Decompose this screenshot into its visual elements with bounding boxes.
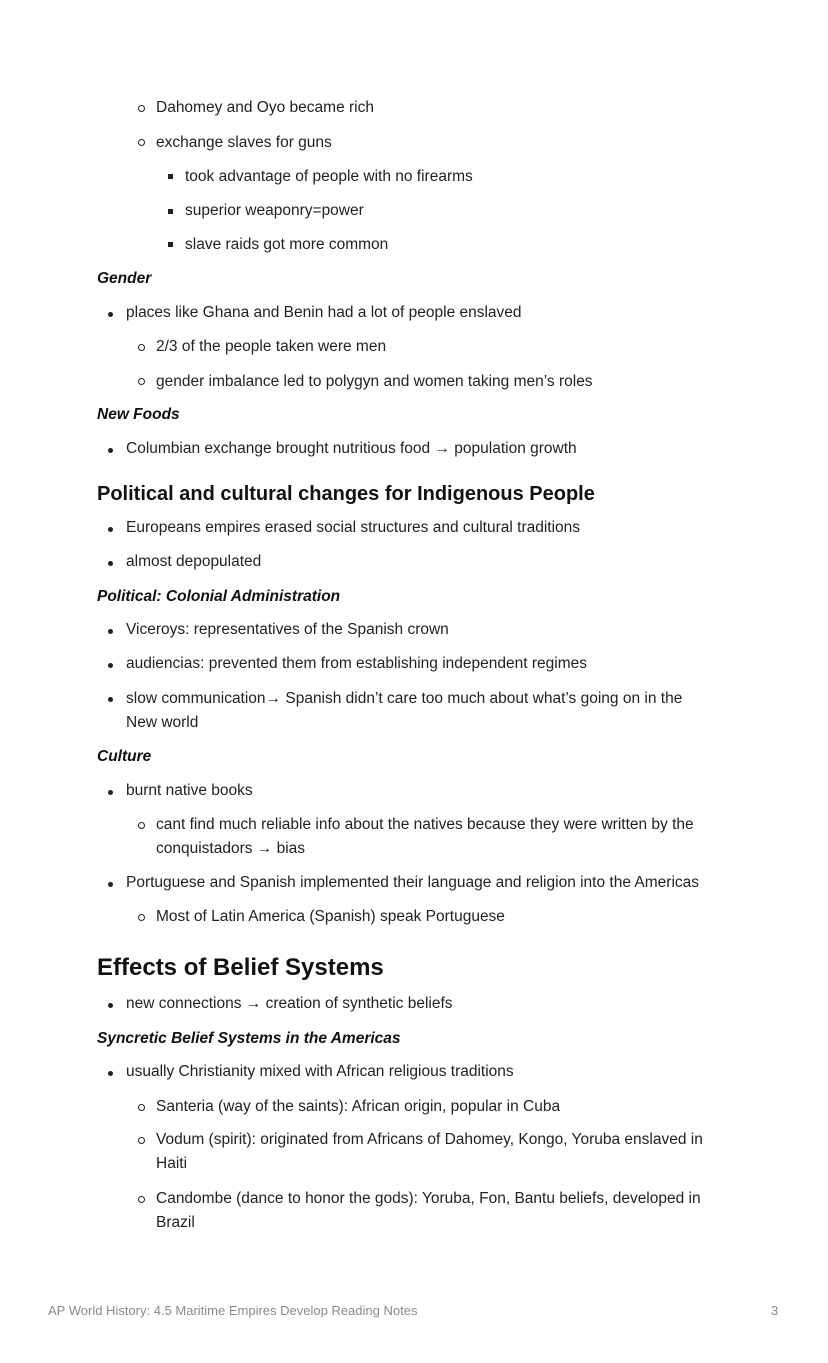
list-item: exchange slaves for guns bbox=[156, 134, 332, 151]
circle-bullet bbox=[138, 344, 145, 351]
list-item: slave raids got more common bbox=[185, 236, 389, 253]
list-item: usually Christianity mixed with African religious traditions bbox=[126, 1063, 514, 1080]
square-bullet bbox=[168, 242, 173, 247]
square-bullet bbox=[168, 209, 173, 214]
section-heading-colonial-admin: Political: Colonial Administration bbox=[97, 588, 341, 605]
list-item: Dahomey and Oyo became rich bbox=[156, 99, 374, 116]
disc-bullet bbox=[108, 790, 113, 795]
list-item: places like Ghana and Benin had a lot of people enslaved bbox=[126, 304, 522, 321]
section-heading-new-foods: New Foods bbox=[97, 406, 180, 423]
list-item: audiencias: prevented them from establishing independent regimes bbox=[126, 655, 587, 672]
circle-bullet bbox=[138, 1137, 145, 1144]
list-item: Candombe (dance to honor the gods): Yoruba, Fon, Bantu beliefs, developed in bbox=[156, 1190, 701, 1207]
page-number: 3 bbox=[771, 1303, 779, 1318]
disc-bullet bbox=[108, 1003, 113, 1008]
disc-bullet bbox=[108, 561, 113, 566]
list-item: took advantage of people with no firearms bbox=[185, 168, 473, 185]
disc-bullet bbox=[108, 312, 113, 317]
circle-bullet bbox=[138, 378, 145, 385]
list-item: Europeans empires erased social structures and cultural traditions bbox=[126, 519, 581, 536]
list-item: Columbian exchange brought nutritious food → population growth bbox=[126, 440, 577, 457]
list-item-continuation: Brazil bbox=[156, 1214, 195, 1231]
disc-bullet bbox=[108, 663, 113, 668]
list-item: new connections → creation of synthetic beliefs bbox=[126, 995, 453, 1012]
circle-bullet bbox=[138, 914, 145, 921]
section-heading-belief-systems: Effects of Belief Systems bbox=[97, 954, 384, 981]
circle-bullet bbox=[138, 1196, 145, 1203]
list-item: gender imbalance led to polygyn and women taking men’s roles bbox=[156, 373, 593, 390]
circle-bullet bbox=[138, 1104, 145, 1111]
disc-bullet bbox=[108, 882, 113, 887]
section-heading-political-cultural: Political and cultural changes for Indigenous People bbox=[97, 483, 595, 505]
list-item-continuation: Haiti bbox=[156, 1155, 188, 1172]
list-item: 2/3 of the people taken were men bbox=[156, 338, 387, 355]
circle-bullet bbox=[138, 105, 145, 112]
disc-bullet bbox=[108, 448, 113, 453]
circle-bullet bbox=[138, 139, 145, 146]
list-item-continuation: conquistadors → bias bbox=[156, 840, 306, 857]
list-item: slow communication→ Spanish didn’t care too much about what’s going on in the bbox=[126, 690, 683, 707]
list-item-continuation: New world bbox=[126, 714, 199, 731]
square-bullet bbox=[168, 174, 173, 179]
list-item: superior weaponry=power bbox=[185, 202, 364, 219]
section-heading-syncretic: Syncretic Belief Systems in the Americas bbox=[97, 1030, 401, 1047]
list-item: Santeria (way of the saints): African origin, popular in Cuba bbox=[156, 1098, 561, 1115]
footer-title: AP World History: 4.5 Maritime Empires Develop Reading Notes bbox=[48, 1303, 418, 1318]
disc-bullet bbox=[108, 629, 113, 634]
list-item: Most of Latin America (Spanish) speak Portuguese bbox=[156, 908, 505, 925]
list-item: burnt native books bbox=[126, 782, 253, 799]
list-item: Viceroys: representatives of the Spanish crown bbox=[126, 621, 449, 638]
list-item: cant find much reliable info about the natives because they were written by the bbox=[156, 816, 694, 833]
section-heading-gender: Gender bbox=[97, 270, 152, 287]
section-heading-culture: Culture bbox=[97, 748, 152, 765]
disc-bullet bbox=[108, 697, 113, 702]
list-item: Portuguese and Spanish implemented their language and religion into the Americas bbox=[126, 874, 700, 891]
disc-bullet bbox=[108, 527, 113, 532]
circle-bullet bbox=[138, 822, 145, 829]
list-item: almost depopulated bbox=[126, 553, 262, 570]
disc-bullet bbox=[108, 1071, 113, 1076]
list-item: Vodum (spirit): originated from Africans of Dahomey, Kongo, Yoruba enslaved in bbox=[156, 1131, 703, 1148]
